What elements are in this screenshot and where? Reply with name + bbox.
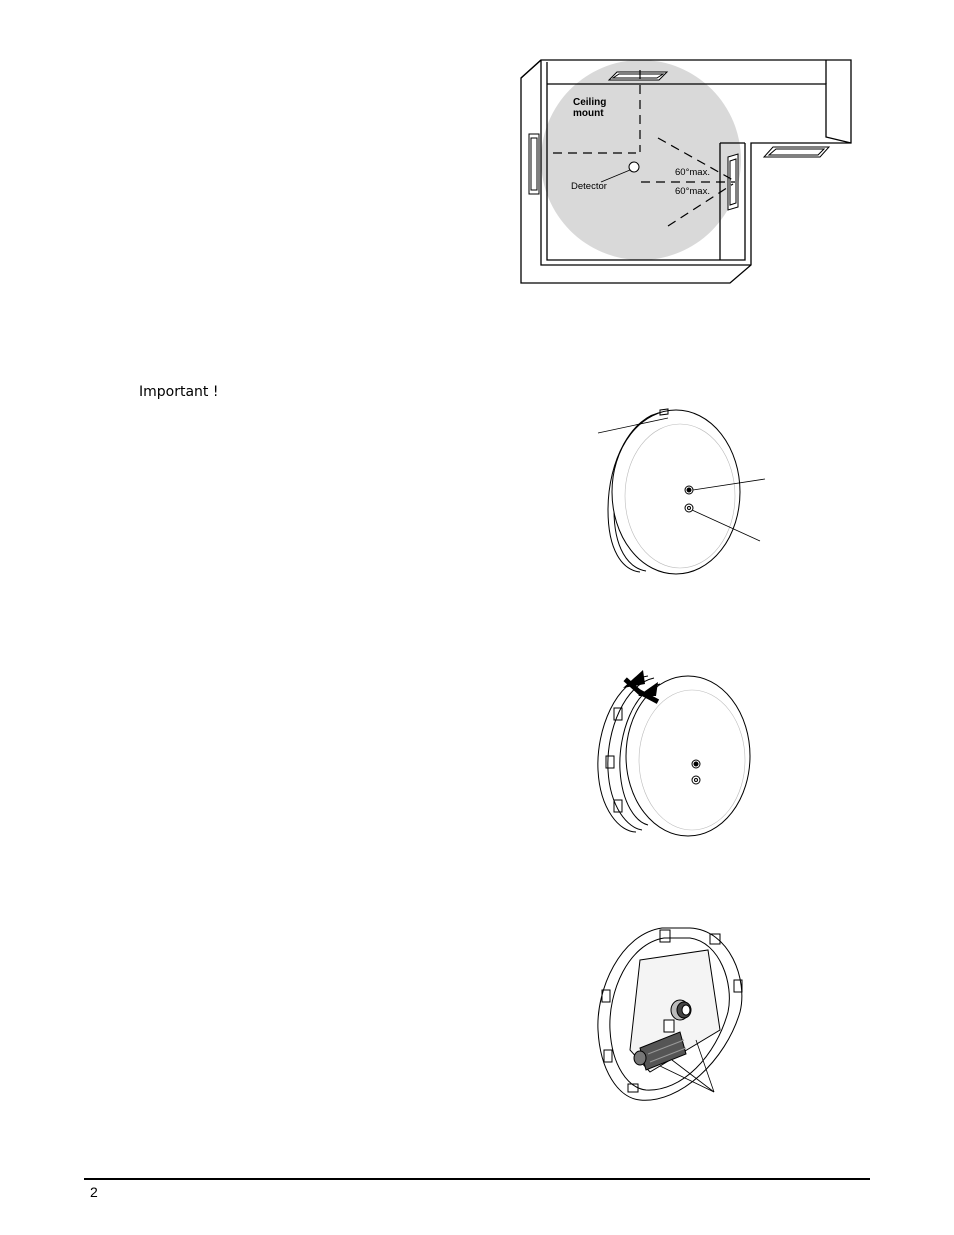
angle-label-lower: 60°max. <box>675 186 710 197</box>
important-heading: Important ! <box>139 384 219 400</box>
detector-internals-illustration <box>0 920 954 1110</box>
detector-removal-illustration <box>0 660 954 860</box>
removal-arrows <box>623 670 659 704</box>
room-coverage-diagram <box>0 0 954 320</box>
angle-label-upper: 60°max. <box>675 167 710 178</box>
page-number: 2 <box>90 1184 98 1200</box>
detector-front-illustration <box>0 400 954 600</box>
ceiling-mount-label: Ceiling <box>573 97 607 108</box>
detector-label: Detector <box>571 181 607 192</box>
coverage-area <box>541 60 741 260</box>
detector-icon <box>629 162 639 172</box>
footer-rule <box>84 1178 870 1180</box>
ceiling-mount-label-2: mount <box>573 108 604 119</box>
